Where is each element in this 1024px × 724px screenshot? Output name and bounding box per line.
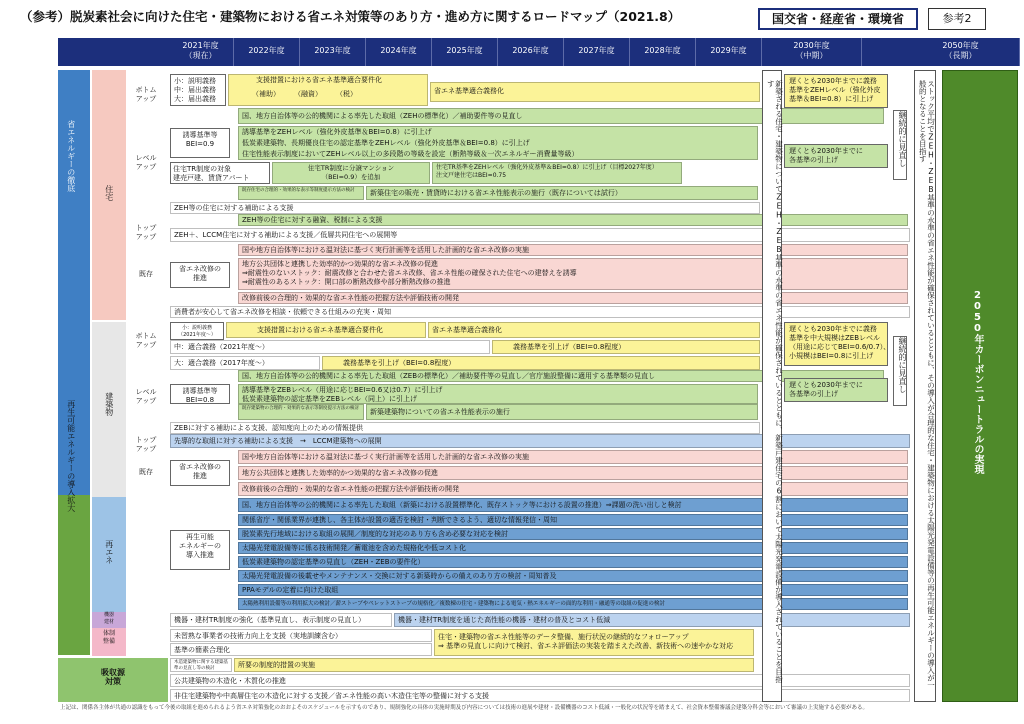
header-gap [862,38,902,66]
house-ex3-bar: 改修前後の合理的・効果的な省エネ性能の把握方法や評価技術の開発 [238,292,908,304]
footnote: 上記は、関係各主体が共通の認識をもって今後の取組を進められるよう省エネ対策強化のおおよそのスケジュールを示すものであり、規制強化の具体の実施時期及び内容については技術の進展や建材・設備機器のコスト低減・一般化の状況等を踏まえて、社会資本整備審議会建築分科会等において審議の上実施する必要がある。 [60,705,868,711]
bld-size-labels: 小：説明義務 （2021年度～） [170,322,224,340]
bld-goal2: 遅くとも2030年までに 各基準の引上げ [784,378,888,402]
house-bottom-up-label: ボトム アップ [135,86,157,103]
bld-mid-raise: 義務基準を引上げ（BEI=0.8程度） [492,340,760,354]
bld-support-bar: 支援措置における省エネ基準適合要件化 [226,322,426,338]
absorb-r1-bar: 公共建築物の木造化・木質化の推進 [170,674,910,687]
house-tr-target: 住宅TR制度の対象 建売戸建、賃貸アパート [170,162,270,184]
bld-top-up-label: トップ アップ [135,436,157,453]
ministries-badge [758,8,918,30]
house-cont: 継続的に見直し [893,110,907,180]
house-tr-mansion: 住宅TR制度に分譲マンション （BEI=0.9）を追加 [272,162,430,184]
re-r6-bar: 太陽光発電設備の後載せやメンテナンス・交換に対する新築時からの備えのあり方の検討・周知普及 [238,570,908,582]
house-induce-box: 誘導基準等 BEI=0.9 [170,128,230,158]
equipment-label: 機器 建材 [103,612,114,625]
page-title: （参考）脱炭素社会に向けた住宅・建築物における省エネ対策等のあり方・進め方に関するロードマップ（2021.8） [20,9,681,24]
bld-mandate-bar: 省エネ基準適合義務化 [428,322,760,338]
absorb-r2-bar: 非住宅建築物や中高層住宅の木造化に対する支援／省エネ性能の高い木造住宅等の整備に対する支援 [170,689,910,702]
house-support-bar [228,74,428,106]
house-r2-bar [238,126,758,160]
house-display-bar: 新築住宅の販売・賃貸時における省エネ性能表示の施行（既存については試行） [366,186,758,200]
house-zeh2-bar: ZEH等の住宅に対する融資、税制による支援 [238,214,908,226]
house-zeh1-bar: ZEH等の住宅に対する補助による支援 [170,202,760,214]
bld-level-up-label: レベル アップ [135,388,157,405]
new-build-goal-text: 新築される住宅・建築物についてZEH・ZEB基準の水準の省エネ性能が確保されているとともに、新築戸建住宅の6割において太陽光発電設備が導入されていることを目指す [766,80,784,683]
year-2024: 2024年度 [366,38,432,66]
sys-r1-bar: 未習熟な事業者の技術力向上を支援（実地訓練含む） [170,629,432,642]
house-goal1: 遅くとも2030年までに義務 基準をZEHレベル（強化外皮 基準＆BEI=0.8）に引上げ [784,74,888,108]
bld-ex3-bar: 改修前後の合理的・効果的な省エネ性能の把握方法や評価技術の開発 [238,482,908,496]
sys-r4-bar: 所要の制度的措置の実施 [234,658,754,672]
carbon-neutral-text: 2050年カーボンニュートラルの実現 [972,290,983,474]
bld-large-bar: 大：適合義務（2017年度～） [170,356,320,370]
house-r2c: 住宅性能表示制度においてZEHレベル以上の多段階の等級を設定（断熱等級＆一次エネルギー消費量等級） [242,150,579,158]
bld-display-bar: 新築建築物についての省エネ性能表示の施行 [366,404,758,420]
house-level-up-label: レベル アップ [135,154,157,171]
bld-mid-bar: 中：適合義務（2021年度～） [170,340,490,354]
year-2030: 2030年度 （中期） [762,38,862,66]
system-label: 体制 整備 [102,630,115,645]
house-size-labels: 小：説明義務 中：届出義務 大：届出義務 [170,74,226,106]
re-r4-bar: 太陽光発電設備等に係る技術開発／蓄電池を含めた規格化や低コスト化 [238,542,908,554]
house-mandate-bar: 省エネ基準適合義務化 [430,82,760,102]
eq-r2-bar: 機器・建材TR制度を通じた高性能の機器・建材の普及とコスト低減 [394,613,910,627]
reene-label: 再エネ [104,540,114,564]
re-r3-bar: 脱炭素先行地域における取組の展開／制度的な対応のあり方も含め必要な対応を検討 [238,528,908,540]
year-2027: 2027年度 [564,38,630,66]
header-left-blank [58,38,168,66]
house-display-small: 既存住宅の合理的・効果的な表示等制度提示方法の検討 [238,186,364,200]
bld-r1-bar: 国、地方自治体等の公的機関による率先した取組（ZEBの標準化）／補助要件等の見直し／官庁施設整備に適用する基準類の見直し [238,370,884,382]
energy-saving-label: 省エネルギーの徹底 [66,120,76,192]
house-goal2: 遅くとも2030年までに 各基準の引上げ [784,144,888,168]
building-label: 建築物 [104,392,114,416]
bld-zeb2-bar: 先導的な取組に対する補助による支援 → LCCM建築物への展開 [170,434,910,448]
house-support-text: 支援措置における省エネ基準適合要件化 [256,76,382,84]
year-2021: 2021年度 （現在） [168,38,234,66]
re-label: 再生可能 エネルギーの 導入推進 [170,530,230,570]
bld-induce-box: 誘導基準等 BEI=0.8 [170,384,230,404]
renewable-column [58,495,90,655]
house-ex1-bar: 国や地方自治体等における温対法に基づく実行計画等を活用した計画的な省エネ改修の実施 [238,244,908,256]
ministries-text: 国交省・経産省・環境省 [771,12,904,26]
bld-display-small: 既存建築物の合理的・効果的な表示等制度提示方法の検討 [238,404,364,420]
year-2026: 2026年度 [498,38,564,66]
bld-bottom-up-label: ボトム アップ [135,332,157,349]
bld-r2b: 低炭素建築物の認定基準をZEBレベル（同上）に引上げ [242,395,418,403]
house-tr-raise: 住宅TR基準をZEHレベル（強化外皮基準＆BEI=0.8）に引上げ（目標2027年度） 注文戸建住宅はBEI=0.75 [432,162,682,184]
sys-r2-bar: 基準の簡素合理化 [170,643,432,656]
year-2025: 2025年度 [432,38,498,66]
housing-label: 住宅 [104,185,114,201]
sys-r3-bar: 住宅・建築物の省エネ性能等のデータ整備、施行状況の継続的なフォローアップ ⇒ 基準の見直しに向けて検討、省エネ評価法の実装を踏まえた改善、新技術への速やかな対応 [434,629,754,656]
house-ex-label: 省エネ改修の 推進 [170,262,230,288]
re-r8-bar: 太陽熱利用設備等の利用拡大の検討／薪ストーブやペレットストーブの規格化／複数棟の住宅・建築物による電気・熱エネルギーの面的な利用・融通等の取組の促進の検討 [238,598,908,610]
reference-badge [928,8,986,30]
year-2050: 2050年度 （長期） [902,38,1020,66]
re-r2-bar: 関係省庁・関係業界が連携し、各主体が設置の適否を検討・判断できるよう、適切な情報発信・周知 [238,514,908,526]
bld-zeb1-bar: ZEBに対する補助による支援、認知度向上のための情報提供 [170,422,760,434]
re-r5-bar: 低炭素建築物の認定基準の見直し（ZEH・ZEBの要件化） [238,556,908,568]
stock-goal-text: ストック平均でZEH・ZEB基準の水準の省エネ性能が確保されているとともに、その導入が合理的な住宅・建築物における太陽光発電設備等の再生可能エネルギーの導入が一般的となることを目指す [918,80,936,689]
house-r1-bar: 国、地方自治体等の公的機関による率先した取組（ZEHの標準化）／補助要件等の見直し [238,108,884,124]
house-top-up-label: トップ アップ [135,224,157,241]
bld-existing-label: 既存 [139,468,153,476]
bld-cont: 継続的に見直し [893,336,907,406]
house-ex2-bar: 地方公共団体と連携した効率的かつ効果的な省エネ改修の促進 ⇒耐震性のないストック：耐震改修と合わせた省エネ改修、省エネ性能の確保された住宅への建替えを誘導 ⇒耐震性のあるストック：開口部の断熱改修や部分断熱改修の推進 [238,258,908,290]
bld-ex-label: 省エネ改修の 推進 [170,460,230,486]
year-2028: 2028年度 [630,38,696,66]
absorb-label: 吸収源 対策 [101,668,125,686]
bld-r2a: 誘導基準をZEBレベル（用途に応じBEI=0.6又は0.7）に引上げ [242,386,443,394]
house-ex4-bar: 消費者が安心して省エネ改修を相談・依頼できる仕組みの充実・周知 [170,306,910,318]
bld-large-raise: 義務基準を引上げ（BEI=0.8程度） [322,356,760,370]
sys-r4-small: 木造建築物に関する建築基準の見直し等の検討 [170,658,232,672]
bld-goal1: 遅くとも2030年までに義務 基準を中大規模はZEBレベル （用途に応じてBEI=0.6/0.7）、 小規模はBEI=0.8に引上げ [784,322,888,366]
house-zeh3-bar: ZEH＋、LCCM住宅に対する補助による支援／低層共同住宅への展開等 [170,228,910,242]
year-2029: 2029年度 [696,38,762,66]
renewable-label: 再生可能エネルギーの導入拡大 [66,400,76,512]
re-r1-bar: 国、地方自治体等の公的機関による率先した取組（新築における設置標準化、既存ストック等における設置の推進）⇒課題の洗い出しと検討 [238,498,908,512]
year-2023: 2023年度 [300,38,366,66]
house-support-sub: （補助） （融資） （税） [252,90,357,98]
bld-ex1-bar: 国や地方自治体等における温対法に基づく実行計画等を活用した計画的な省エネ改修の実施 [238,450,908,464]
re-r7-bar: PPAモデルの定着に向けた取組 [238,584,908,596]
bld-ex2-bar: 地方公共団体と連携した効率的かつ効果的な省エネ改修の促進 [238,466,908,480]
house-r2b: 低炭素建築物、長期優良住宅の認定基準をZEHレベル（強化外皮基準＆BEI=0.8）に引上げ [242,139,530,147]
year-2022: 2022年度 [234,38,300,66]
bld-r2-bar [238,384,758,404]
reference-text: 参考2 [942,12,972,25]
house-existing-label: 既存 [139,270,153,278]
house-r2a: 誘導基準をZEHレベル（強化外皮基準＆BEI=0.8）に引上げ [242,128,432,136]
eq-r1-bar: 機器・建材TR制度の強化（基準見直し、表示制度の見直し） [170,613,392,627]
